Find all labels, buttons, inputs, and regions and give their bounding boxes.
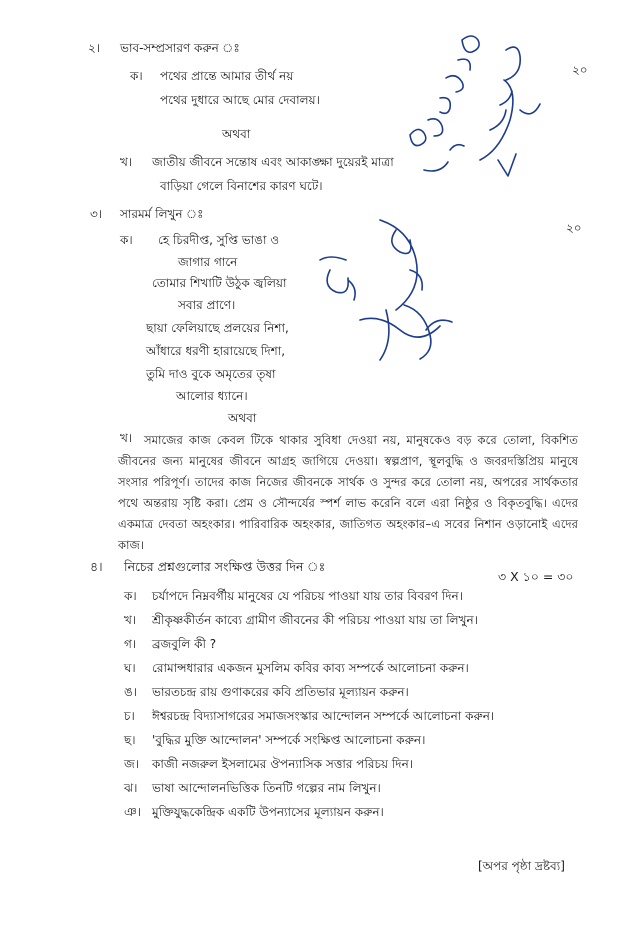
q4-marks: ৩ X ১০ = ৩০ bbox=[498, 569, 574, 584]
q4-item-text: শ্রীকৃষ্ণকীর্তন কাব্যে গ্রামীণ জীবনের কী পরিচয় পাওয়া যায় তা লিখুন। bbox=[152, 613, 478, 627]
q4-item-label: ছ। bbox=[124, 733, 136, 747]
q3-or: অথবা bbox=[228, 411, 257, 425]
q4-item-text: কাজী নজরুল ইসলামের ঔপন্যাসিক সত্তার পরিচয় দিন। bbox=[152, 757, 414, 771]
q4-item-text: রোমান্সধারার একজন মুসলিম কবির কাব্য সম্পর্কে আলোচনা করুন। bbox=[152, 661, 469, 675]
q4-title: নিচের প্রশ্নগুলোর সংক্ষিপ্ত উত্তর দিন ঃ bbox=[124, 559, 326, 574]
q4-item-label: জ। bbox=[124, 757, 140, 771]
q3-title: সারমর্ম লিখুন ঃ bbox=[120, 207, 204, 221]
q3-poem-line: হে চিরদীপ্ত, সুপ্তি ভাঙা ও bbox=[158, 233, 280, 247]
q3-poem-line: ছায়া ফেলিয়াছে প্রলয়ের নিশা, bbox=[146, 321, 289, 335]
q2-ka-line1: পথের প্রান্তে আমার তীর্থ নয় bbox=[160, 69, 294, 83]
q4-item-text: ঈশ্বরচন্দ্র বিদ্যাসাগরের সমাজসংস্কার আন্দোলন সম্পর্কে আলোচনা করুন। bbox=[152, 709, 495, 723]
q3-kha-paragraph: সমাজের কাজ কেবল টিকে থাকার সুবিধা দেওয়া নয়, মানুষকেও বড় করে তোলা, বিকশিত জীবনের জন্য মানুষের জীবনে আগ্রহ জাগিয়ে দেওয়া। স্বল্পপ্রাণ, স্থূলবুদ্ধি ও জবরদস্তিপ্রিয় মানুষে সংসার পরিপূর্ণ। তাদের কাজ নিজের জীবনকে সার্থক ও সুন্দর করে তোলা নয়, অপরের সার্থকতার পথে অন্তরায় সৃষ্টি করা। প্রেম ও সৌন্দর্যের স্পর্শ লাভ করেনি বলে এরা নিষ্ঠুর ও বিকৃতবুদ্ধি। এদের একমাত্র দেবতা অহংকার। পারিবারিক অহংকার, জাতিগত অহংকার–এ সবের নিশান ওড়ানোই এদের কাজ। bbox=[118, 433, 578, 552]
q3-poem-line: আঁধারে ধরণী হারায়েছে দিশা, bbox=[146, 344, 286, 358]
q3-ka-label: ক। bbox=[120, 233, 133, 247]
q2-kha-line1: জাতীয় জীবনে সন্তোষ এবং আকাঙ্ক্ষা দুয়েরই মাত্রা bbox=[152, 155, 394, 169]
q3-kha-label: খ। bbox=[120, 431, 133, 445]
q2-kha-line2: বাড়িয়া গেলে বিনাশের কারণ ঘটে। bbox=[160, 179, 323, 193]
q3-poem-line: আলোর ধ্যানে। bbox=[176, 389, 248, 403]
q3-poem-line: জাগার গানে bbox=[178, 255, 238, 269]
q4-item-text: ভাষা আন্দোলনভিত্তিক তিনটি গল্পের নাম লিখুন। bbox=[152, 781, 381, 795]
q2-kha-label: খ। bbox=[120, 155, 133, 169]
q4-item-label: ঝ। bbox=[124, 781, 138, 795]
q4-item-label: খ। bbox=[124, 613, 137, 627]
q2-marks: ২০ bbox=[572, 63, 588, 77]
q2-number: ২। bbox=[88, 41, 101, 55]
q4-item-text: মুক্তিযুদ্ধকেন্দ্রিক একটি উপন্যাসের মূল্যায়ন করুন। bbox=[152, 805, 384, 819]
q3-poem-line: তোমার শিখাটি উঠুক জ্বলিয়া bbox=[152, 276, 287, 290]
q4-item-label: গ। bbox=[124, 637, 137, 651]
q2-ka-label: ক। bbox=[130, 69, 143, 83]
handwritten-annotation bbox=[380, 10, 560, 210]
q3-poem-line: সবার প্রাণে। bbox=[178, 298, 236, 312]
q4-item-text: 'বুদ্ধির মুক্তি আন্দোলন' সম্পর্কে সংক্ষিপ্ত আলোচনা করুন। bbox=[152, 733, 426, 747]
q2-title: ভাব-সম্প্রসারণ করুন ঃ bbox=[120, 41, 240, 55]
q4-item-label: ক। bbox=[124, 589, 137, 603]
q4-item-text: ব্রজবুলি কী ? bbox=[152, 637, 217, 651]
q4-item-label: চ। bbox=[124, 709, 135, 723]
q4-item-text: চর্যাপদে নিম্নবর্গীয় মানুষের যে পরিচয় পাওয়া যায় তার বিবরণ দিন। bbox=[152, 589, 463, 603]
q3-poem-line: তুমি দাও বুকে অমৃতের তৃষা bbox=[146, 367, 276, 381]
q4-item-label: ঞ। bbox=[124, 805, 141, 819]
q4-number: ৪। bbox=[90, 559, 103, 574]
handwritten-signature-icon bbox=[300, 210, 470, 370]
q4-item-label: ঘ। bbox=[124, 661, 136, 675]
q3-marks: ২০ bbox=[566, 221, 582, 235]
q2-or: অথবা bbox=[222, 127, 251, 141]
q2-ka-line2: পথের দুধারে আছে মোর দেবালয়। bbox=[160, 93, 320, 107]
q4-item-text: ভারতচন্দ্র রায় গুণাকরের কবি প্রতিভার মূল্যায়ন করুন। bbox=[152, 685, 409, 699]
page-footer-note: [অপর পৃষ্ঠা দ্রষ্টব্য] bbox=[478, 859, 565, 873]
q3-number: ৩। bbox=[90, 207, 103, 221]
q4-item-label: ঙ। bbox=[124, 685, 138, 699]
